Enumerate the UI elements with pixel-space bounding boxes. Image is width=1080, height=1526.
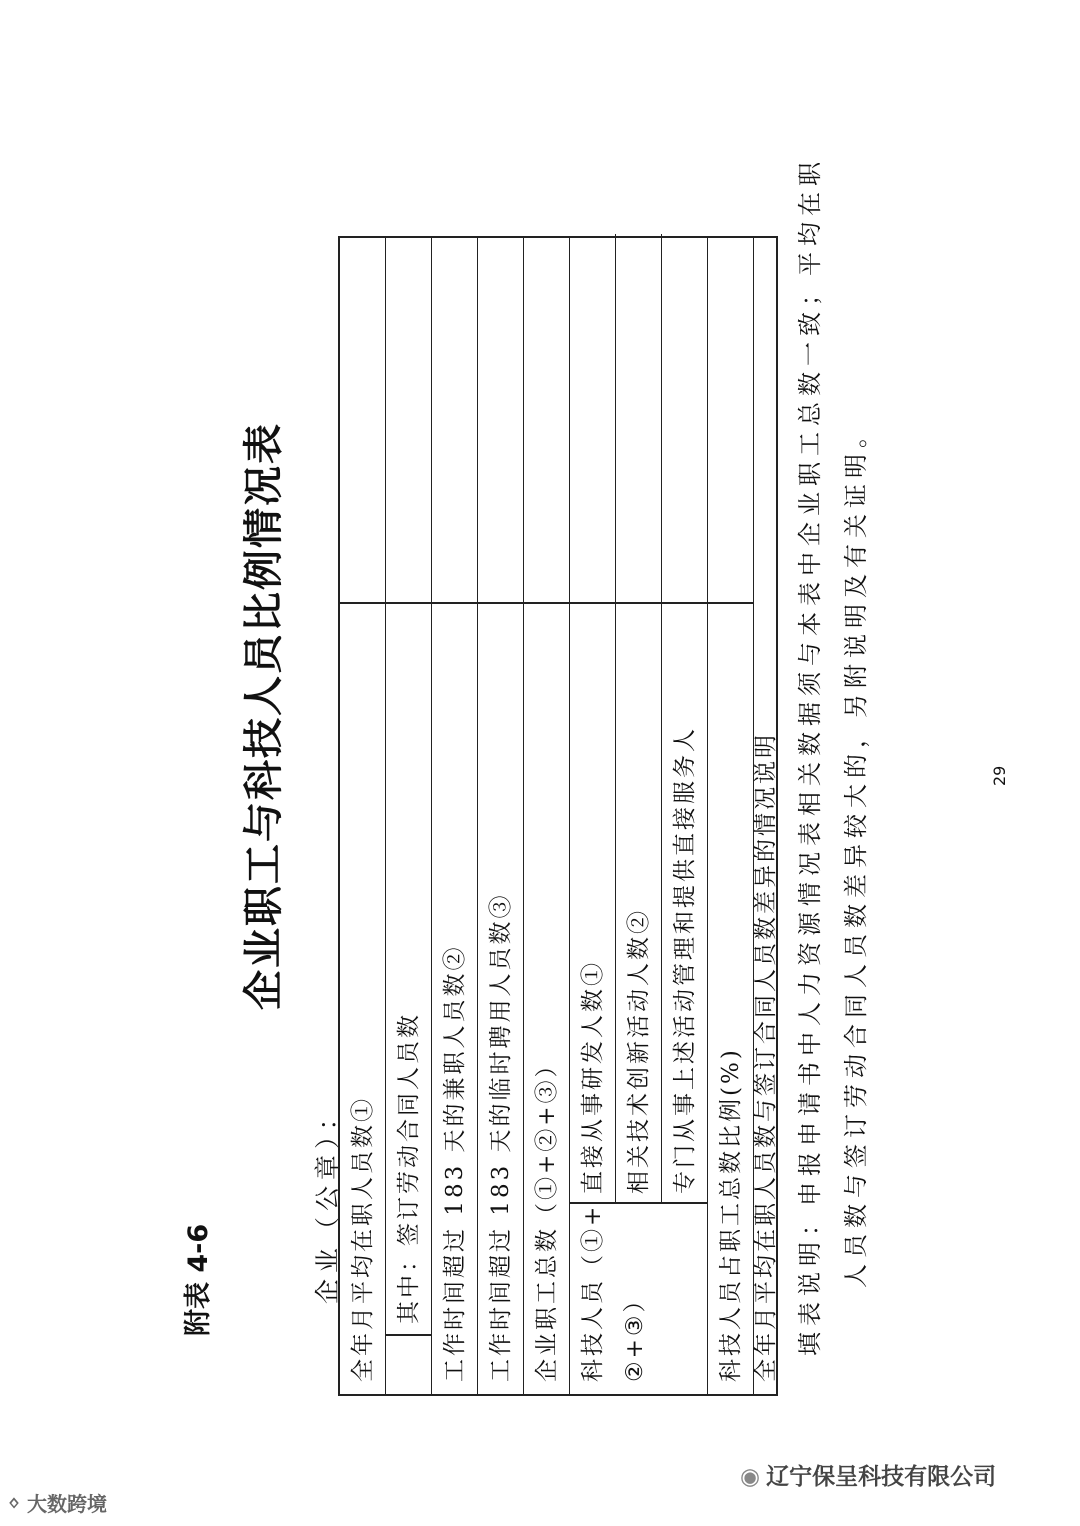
row-label: 专门从事上述活动管理和提供直接服务人 (672, 726, 698, 1194)
table-row (754, 238, 780, 1394)
table-row (478, 238, 524, 1394)
wechat-icon: ◉ (740, 1464, 761, 1490)
row-label: 工作时间超过 183 天的兼职人员数② (442, 944, 468, 1382)
tech-staff-label: 科技人员（①+ (580, 1203, 606, 1382)
table-row (524, 238, 570, 1394)
row-label: 工作时间超过 183 天的临时聘用人员数③ (488, 892, 514, 1382)
appendix-caption: 附表 4-6 (183, 1223, 214, 1336)
watermark-left: ᛜ 大数跨境 (8, 1492, 107, 1516)
table-row (432, 238, 478, 1394)
row-label: 全年月平均在职人员数与签订合同人员数差异的情况说明 (753, 732, 779, 1382)
row-label: 企业职工总数（①+②+③） (534, 1051, 560, 1382)
row-label: 其中：签订劳动合同人员数 (396, 1012, 422, 1324)
row-label: 直接从事研发人数① (580, 960, 606, 1194)
table-row (386, 238, 432, 1394)
table-row-divider (570, 234, 616, 1204)
fill-instructions-cont: 人员数与签订劳动合同人员数差异较大的，另附说明及有关证明。 (842, 418, 870, 1288)
fill-instructions: 填表说明：申报申请书中人力资源情况表相关数据须与本表中企业职工总数一致；平均在职 (796, 156, 824, 1356)
row-label: 全年月平均在职人员数① (350, 1096, 376, 1382)
column-line (340, 603, 754, 605)
watermark-right: ◉ 辽宁保呈科技有限公司 (740, 1464, 997, 1490)
staff-ratio-table (338, 236, 778, 1396)
table-row-divider (616, 234, 662, 1204)
row-label: 科技人员占职工总数比例(%) (718, 1047, 744, 1382)
tech-staff-label-cont: ②+③） (622, 1286, 648, 1382)
page-title: 企业职工与科技人员比例情况表 (241, 422, 287, 1010)
page-number: 29 (990, 765, 1009, 786)
company-seal-label: 企业（公章）： (313, 1099, 342, 1304)
row-label: 相关技术创新活动人数② (626, 908, 652, 1194)
table-row (708, 238, 754, 1394)
table-row (662, 238, 708, 1394)
table-row (340, 238, 386, 1394)
dashujingjing-logo-icon: ᛜ (8, 1492, 27, 1516)
column-line (386, 1335, 432, 1337)
column-line (570, 1203, 708, 1205)
